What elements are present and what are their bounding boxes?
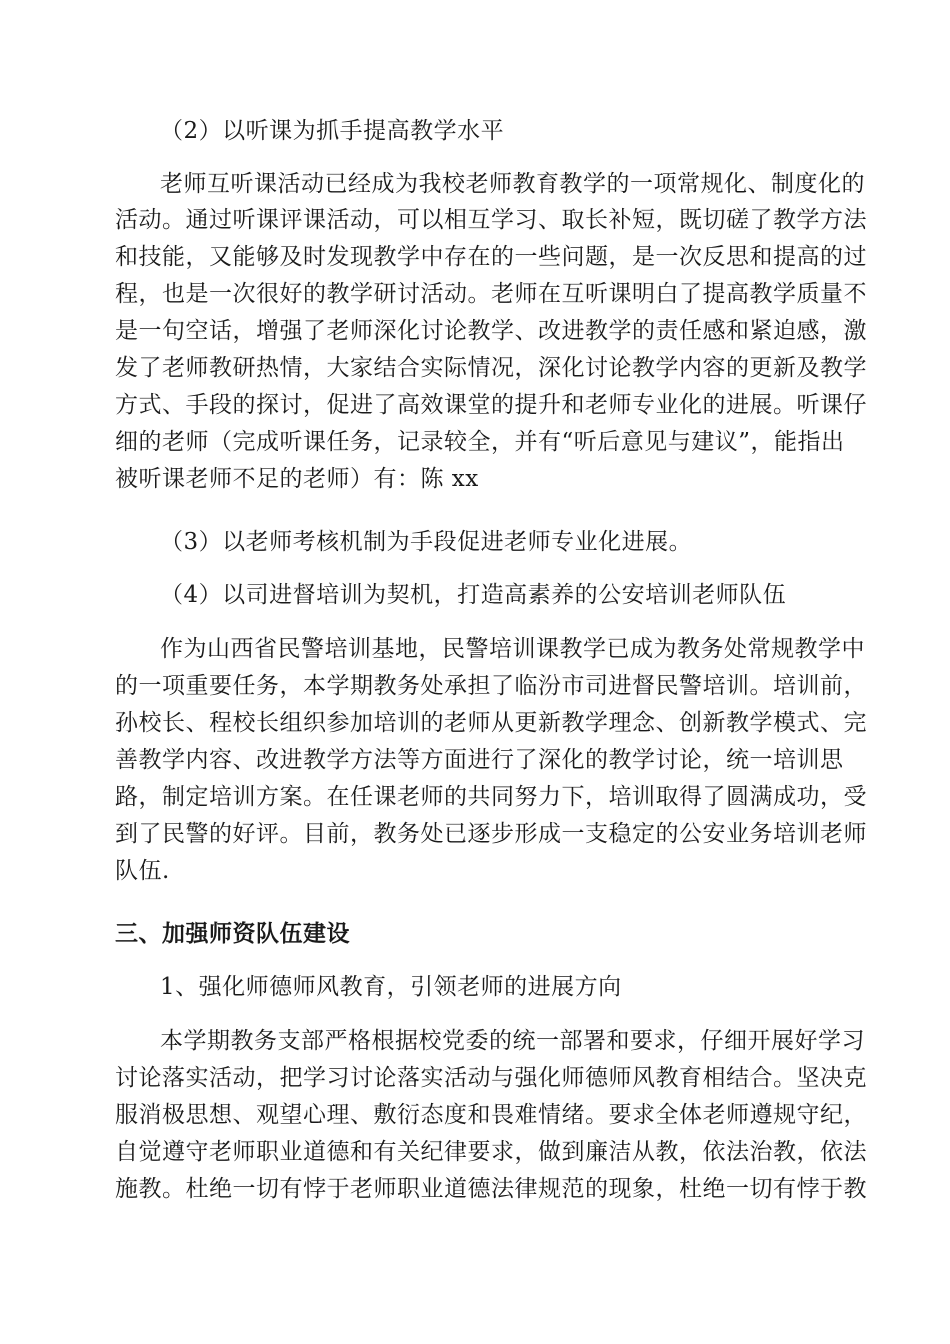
subheading-1: 1、强化师德师风教育，引领老师的进展方向 (160, 974, 622, 1000)
paragraph-line: 方式、手段的探讨，促进了高效课堂的提升和老师专业化的进展。听课仔 (115, 392, 867, 418)
paragraph-line: 讨论落实活动，把学习讨论落实活动与强化师德师风教育相结合。坚决克 (115, 1065, 867, 1091)
paragraph-line: 细的老师（完成听课任务，记录较全，并有“听后意见与建议”，能指出 (115, 429, 845, 455)
paragraph-line: 自觉遵守老师职业道德和有关纪律要求，做到廉洁从教，依法治教，依法 (115, 1139, 867, 1165)
paragraph-line: 程，也是一次很好的教学研讨活动。老师在互听课明白了提高教学质量不 (115, 281, 867, 307)
paragraph-line: 到了民警的好评。目前，教务处已逐步形成一支稳定的公安业务培训老师 (115, 821, 867, 847)
subheading-2: （2）以听课为抓手提高教学水平 (160, 118, 505, 144)
paragraph-line: 和技能，又能够及时发现教学中存在的一些问题，是一次反思和提高的过 (115, 244, 867, 270)
subheading-3: （3）以老师考核机制为手段促进老师专业化进展。 (160, 529, 693, 555)
paragraph-line: 被听课老师不足的老师）有：陈 xx (115, 466, 479, 492)
paragraph-line: 施教。杜绝一切有悖于老师职业道德法律规范的现象，杜绝一切有悖于教 (115, 1176, 867, 1202)
paragraph-line: 善教学内容、改进教学方法等方面进行了深化的教学讨论，统一培训思 (115, 747, 844, 773)
paragraph-line: 服消极思想、观望心理、敷衍态度和畏难情绪。要求全体老师遵规守纪， (115, 1102, 867, 1128)
paragraph-line: 本学期教务支部严格根据校党委的统一部署和要求，仔细开展好学习 (160, 1028, 865, 1054)
paragraph-line: 队伍. (115, 858, 170, 884)
paragraph-line: 作为山西省民警培训基地，民警培训课教学已成为教务处常规教学中 (160, 636, 865, 662)
paragraph-line: 孙校长、程校长组织参加培训的老师从更新教学理念、创新教学模式、完 (115, 710, 867, 736)
paragraph-line: 老师互听课活动已经成为我校老师教育教学的一项常规化、制度化的 (160, 171, 865, 197)
paragraph-line: 活动。通过听课评课活动，可以相互学习、取长补短，既切磋了教学方法 (115, 207, 867, 233)
paragraph-line: 的一项重要任务，本学期教务处承担了临汾市司进督民警培训。培训前， (115, 673, 867, 699)
paragraph-line: 路，制定培训方案。在任课老师的共同努力下，培训取得了圆满成功，受 (115, 784, 867, 810)
paragraph-line: 发了老师教研热情，大家结合实际情况，深化讨论教学内容的更新及教学 (115, 355, 867, 381)
section-heading: 三、加强师资队伍建设 (115, 921, 350, 947)
subheading-4: （4）以司进督培训为契机，打造高素养的公安培训老师队伍 (160, 582, 787, 608)
paragraph-line: 是一句空话，增强了老师深化讨论教学、改进教学的责任感和紧迫感，激 (115, 318, 867, 344)
